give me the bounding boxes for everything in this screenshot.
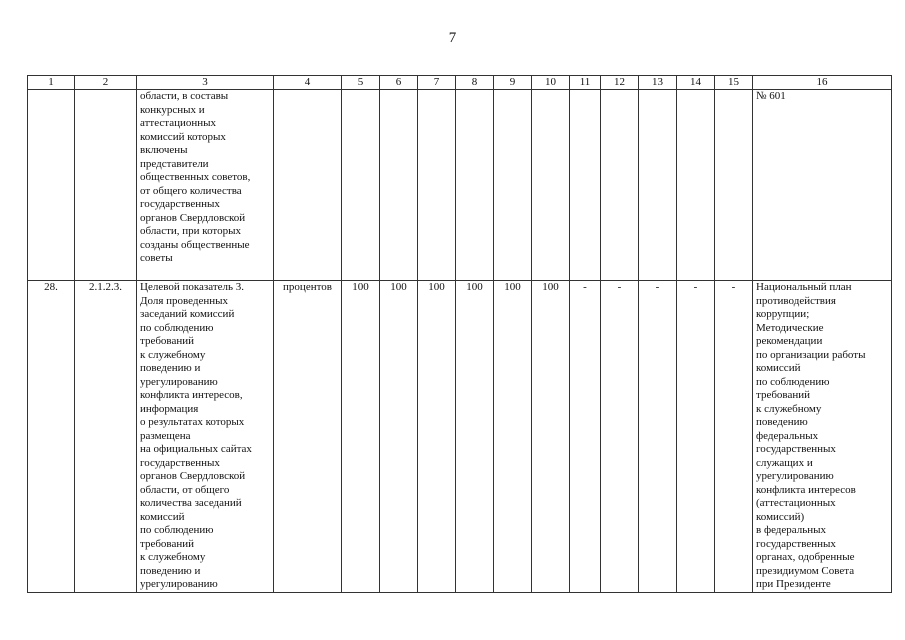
indicator-text-cell: Целевой показатель 3. Доля проведенных заседаний комиссий по соблюдению требований к служебному поведению и урегулированию конфликта интересов, информация о результатах которых размещена на официальных сайтах государственных органов Свердловской области, от общего количества заседаний комиссий по соблюдению требований к служебному поведению и урегулированию (137, 281, 274, 593)
header-cell: 2 (75, 76, 137, 90)
value-cell: 100 (494, 281, 532, 593)
value-cell: - (715, 281, 753, 593)
value-cell: 100 (456, 281, 494, 593)
header-cell: 1 (28, 76, 75, 90)
unit-cell: процентов (274, 281, 342, 593)
indicator-text-cell: области, в составы конкурсных и аттестационных комиссий которых включены представители общественных советов, от общего количества государственных органов Свердловской области, при которых созданы общественные советы (137, 90, 274, 281)
header-cell: 5 (342, 76, 380, 90)
value-cell (456, 90, 494, 281)
indicator-table (27, 75, 892, 593)
unit-cell (274, 90, 342, 281)
header-cell: 4 (274, 76, 342, 90)
row-number-cell: 28. (28, 281, 75, 593)
header-cell: 9 (494, 76, 532, 90)
header-cell: 10 (532, 76, 570, 90)
value-cell (570, 90, 601, 281)
value-cell (532, 90, 570, 281)
page-number: 7 (448, 30, 457, 46)
header-cell: 3 (137, 76, 274, 90)
value-cell (494, 90, 532, 281)
value-cell (639, 90, 677, 281)
value-cell (342, 90, 380, 281)
value-cell (601, 90, 639, 281)
header-cell: 7 (418, 76, 456, 90)
source-cell: Национальный план противодействия коррупции; Методические рекомендации по организации работы комиссий по соблюдению требований к служебному поведению федеральных государственных служащих и урегулированию конфликта интересов (аттестационных комиссий) в федеральных государственных органах, одобренные президиумом Совета при Президенте (753, 281, 892, 593)
code-cell (75, 90, 137, 281)
value-cell: - (677, 281, 715, 593)
table-row (28, 90, 892, 281)
value-cell: 100 (418, 281, 456, 593)
source-cell: № 601 (753, 90, 892, 281)
code-cell: 2.1.2.3. (75, 281, 137, 593)
value-cell (715, 90, 753, 281)
value-cell: - (639, 281, 677, 593)
value-cell (677, 90, 715, 281)
value-cell: 100 (342, 281, 380, 593)
header-cell: 16 (753, 76, 892, 90)
value-cell: 100 (532, 281, 570, 593)
header-cell: 14 (677, 76, 715, 90)
value-cell: - (570, 281, 601, 593)
row-number-cell (28, 90, 75, 281)
table-row (28, 281, 892, 593)
value-cell: 100 (380, 281, 418, 593)
header-cell: 11 (570, 76, 601, 90)
header-row (28, 76, 892, 90)
value-cell: - (601, 281, 639, 593)
value-cell (380, 90, 418, 281)
header-cell: 8 (456, 76, 494, 90)
header-cell: 13 (639, 76, 677, 90)
header-cell: 12 (601, 76, 639, 90)
value-cell (418, 90, 456, 281)
header-cell: 15 (715, 76, 753, 90)
header-cell: 6 (380, 76, 418, 90)
